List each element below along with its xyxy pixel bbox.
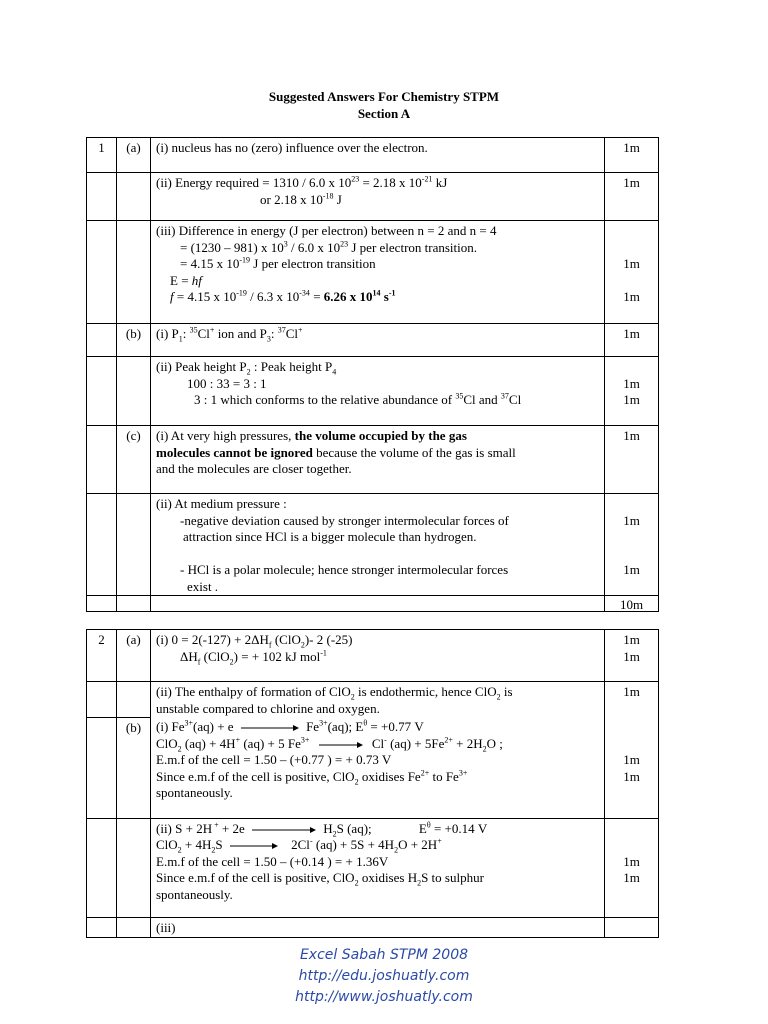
part-label: (a) [117, 630, 151, 682]
footer-link[interactable]: http://www.joshuatly.com [295, 989, 473, 1005]
total-mark-cell: 10m [605, 596, 659, 612]
mark-cell: 1m 1m [605, 717, 659, 818]
part-label: (a) [117, 138, 151, 173]
table-row [87, 596, 659, 612]
table-row [87, 917, 659, 937]
part-label: (b) [117, 324, 151, 357]
footer [0, 945, 768, 1008]
mark-cell: 1m [605, 138, 659, 173]
arrow-icon [252, 826, 316, 834]
table-row [87, 630, 659, 682]
arrow-icon [241, 724, 299, 732]
mark-cell: 1m 1m [605, 630, 659, 682]
mark-cell: 1m [605, 426, 659, 494]
table-row [87, 221, 659, 324]
answer-cell: (ii) Peak height $P_2$ : Peak height $P_4$ 100 : 33 = 3 : 1 3 : 1 which conforms to the relative abundance of $^{35}$Cl and $^{37}$Cl [151, 357, 605, 426]
table-row [87, 717, 659, 818]
question-1-table [86, 137, 659, 612]
question-2-table [86, 629, 659, 938]
mark-cell: 1m [605, 324, 659, 357]
table-row [87, 357, 659, 426]
part-label: (b) [117, 717, 151, 818]
footer-link[interactable]: http://edu.joshuatly.com [298, 968, 470, 984]
table-row [87, 682, 659, 718]
mark-cell: 1m [605, 173, 659, 221]
answer-cell: (i) $Fe^{3+}(aq) + e$ $Fe^{3+}(aq)$; $E^\theta = +0.77$ V ClO$_2$ (aq) + 4H+ (aq) + 5 $Fe^{3+}$ Cl- $(aq) + 5Fe^{2+} + 2H_2O$ ; E.m.f of the cell = 1.50 – (+0.77 ) = + 0.73 V Since e.m.f of the cell is positive, ClO$_2$ oxidises $Fe^{2+}$ to $Fe^{3+}$ spontaneously. [151, 717, 605, 818]
arrow-icon [230, 842, 278, 850]
answer-cell: (ii) Energy required = 1310 / 6.0 x $10^{23} = 2.18$ x $10^{-21}$ kJ or 2.18 x $10^{-18}$ J [151, 173, 605, 221]
document-title: Suggested Answers For Chemistry STPM [268, 89, 500, 104]
answer-text: (i) nucleus has no (zero) influence over the electron. [156, 140, 428, 155]
answer-cell: (i) At very high pressures, the volume occupied by the gas molecules cannot be ignored because the volume of the gas is small and the molecules are closer together. [151, 426, 605, 494]
mark-cell: 1m [605, 682, 659, 718]
table-row [87, 173, 659, 221]
answer-cell: (iii) Difference in energy (J per electron) between n = 2 and n = 4 = (1230 – 981) x $10^3 / 6.0$ x $10^{23}$ J per electron transition. = 4.15 x $10^{-19}$ J per electron transition E = hf f = 4.15 x $10^{-19} / 6.3$ x $10^{-34} = 6.26$ x $10^{14}$ $s^{-1}$ [151, 221, 605, 324]
section-title: Section A [357, 106, 411, 121]
mark-cell: 1m 1m [605, 221, 659, 324]
answer-cell: (i) $0 = 2(-127) + 2\Delta H_f$ (ClO$_2$)- 2 (-25) $\Delta H_f$ (ClO$_2$) = + 102 kJ mol$^{-1}$ [151, 630, 605, 682]
answer-cell: (ii) S + 2H + + 2e $H_2S$ (aq); $E^\theta = +0.14$ V $ClO_2 + 4H_2S$ 2Cl- $(aq) + 5S + 4H_2O + 2H^+$ E.m.f of the cell = 1.50 – (+0.14 ) = + 1.36V Since e.m.f of the cell is positive, ClO$_2$ oxidises $H_2S$ to sulphur spontaneously. [151, 818, 605, 917]
mark-cell: 1m 1m [605, 494, 659, 596]
question-number: 1 [87, 138, 117, 173]
answer-cell: (iii) [151, 917, 605, 937]
answer-cell: (i) $P_1$: $^{35}$Cl+ ion and $P_3$: $^{37}$Cl+ [151, 324, 605, 357]
answer-cell: (ii) The enthalpy of formation of ClO$_2$ is endothermic, hence ClO$_2$ is unstable compared to chlorine and oxygen. [151, 682, 605, 718]
question-number: 2 [87, 630, 117, 682]
answer-cell: (ii) At medium pressure : -negative deviation caused by stronger intermolecular forces of attraction since HCl is a bigger molecule than hydrogen. - HCl is a polar molecule; hence stronger intermolecular forces exist . [151, 494, 605, 596]
arrow-icon [319, 741, 363, 749]
table-row [87, 818, 659, 917]
table-row [87, 324, 659, 357]
answer-cell [151, 138, 605, 173]
mark-cell: 1m 1m [605, 818, 659, 917]
table-row [87, 426, 659, 494]
table-row [87, 494, 659, 596]
footer-credit: Excel Sabah STPM 2008 [299, 947, 469, 963]
part-label: (c) [117, 426, 151, 494]
table-row [87, 138, 659, 173]
mark-cell: 1m 1m [605, 357, 659, 426]
